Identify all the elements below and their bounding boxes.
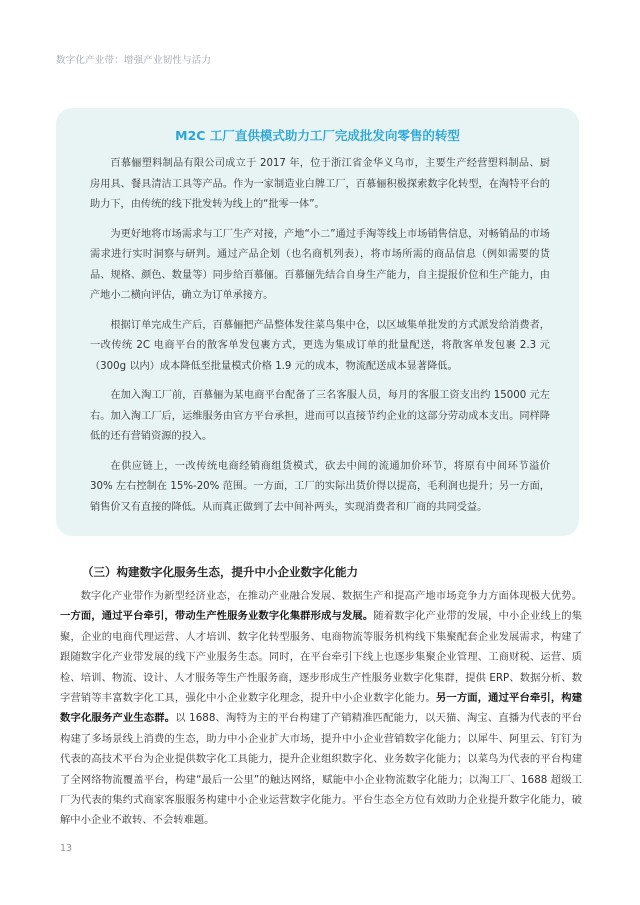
case-paragraph: 百慕俪塑料制品有限公司成立于 2017 年，位于浙江省金华义乌市，主要生产经营塑料制品、厨房用具、餐具清洁工具等产品。作为一家制造业白牌工厂，百慕俪积极探索数字化转型，在淘特平台的助力下，由传统的线下批发转为线上的“批零一体”。 [90,158,550,210]
case-paragraph: 在供应链上，一改传统电商经销商组货模式，砍去中间的流通加价环节，将原有中间环节溢价 30% 左右控制在 15%-20% 范围。一方面，工厂的实际出货价得以提高，毛利润也提升；另一方面，销售价又有直接的降低。从而真正做到了去中间补两头，实现消费者和厂商的共同受益。 [90,460,550,513]
case-study-box [56,108,579,536]
running-header: 数字化产业带：增强产业韧性与活力 [56,55,212,66]
case-paragraph: 为更好地将市场需求与工厂生产对接，产地“小二”通过手淘等线上市场销售信息，对畅销品的市场需求进行实时洞察与研判。通过产品企划（也名商机列表），将市场所需的商品信息（例如需要的货品、规格、颜色、数量等）同步给百慕俪。百慕俪先结合自身生产能力，自主提报价位和生产能力，由产地小二横向评估，确立为订单承接方。 [90,228,550,301]
page-number: 13 [60,843,73,854]
body-bold-text: 另一方面，通过平台牵引，构建数字化服务产业生态群。 [60,692,583,725]
case-paragraph: 根据订单完成生产后，百慕俪把产品整体发往菜鸟集中仓，以区域集单批发的方式派发给消费者，一改传统 2C 电商平台的散客单发包裹方式，更选为集成订单的批量配送，将散客单发包裹 2.3 元（300g 以内）成本降低至批量模式价格 1.9 元的成本，物流配送成本显著降低。 [90,319,550,372]
case-study-body [90,154,550,527]
body-bold-text: 一方面，通过平台牵引，带动生产性服务业数字化集群形成与发展。 [60,610,374,623]
body-text: 以 1688、淘特为主的平台构建了产销精准匹配能力，以天猫、淘宝、直播为代表的平台构建了多场景线上消费的生态，助力中小企业扩大市场，提升中小企业营销数字化能力；以犀牛、阿里云、钉钉为代表的高技术平台为企业提供数字化工具能力，提升企业组织数字化、业务数字化能力；以菜鸟为代表的平台构建了全网络物流覆盖平台，构建“最后一公里”的触达网络，赋能中小企业物流数字化能力；以淘工厂、1688 超级工厂为代表的集约式商家客服服务构建中小企业运营数字化能力。平台生态全方位有效助力企业提升数字化能力，破解中小企业不敢转、不会转难题。 [60,712,582,827]
case-paragraph: 在加入淘工厂前，百慕俪为某电商平台配备了三名客服人员，每月的客服工资支出约 15000 元左右。加入淘工厂后，运维服务由官方平台承担，进而可以直接节约企业的这部分劳动成本支出。同样降低的还有营销资源的投入。 [90,390,550,442]
section-body [60,586,582,831]
section-heading: （三）构建数字化服务生态，提升中小企业数字化能力 [82,565,358,579]
body-text: 随着数字化产业带的发展，中小企业线上的集聚，企业的电商代理运营、人才培训、数字化转型服务、电商物流等服务机构线下集聚配套企业发展需求，构建了跟随数字化产业带发展的线下产业服务生态。同时，在平台牵引下线上也逐步集聚企业管理、工商财税、运营、质检、培训、物流、设计、人才服务等生产性服务商，逐步形成生产性服务业数字化集群，提供 ERP、数据分析、数字营销等丰富数字化工具，强化中小企业数字化理念，提升中小企业数字化能力。 [60,610,583,705]
body-text: 数字化产业带作为新型经济业态，在推动产业融合发展、数据生产和提高产地市场竞争力方面体现极大优势。 [80,590,582,602]
case-study-title: M2C 工厂直供模式助力工厂完成批发向零售的转型 [175,128,460,143]
